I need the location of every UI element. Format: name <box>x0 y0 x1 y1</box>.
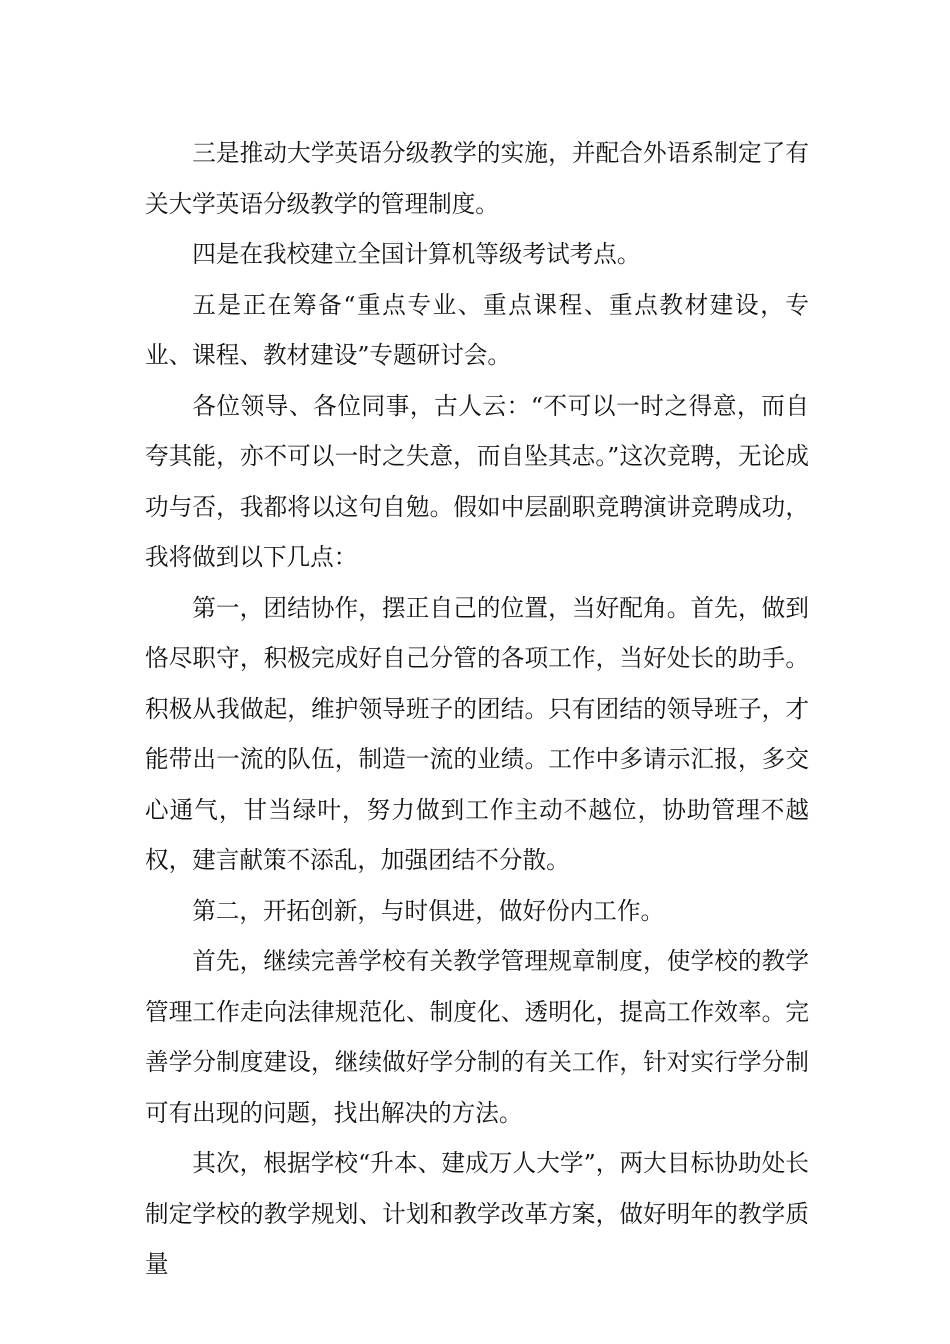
paragraph-1: 三是推动大学英语分级教学的实施，并配合外语系制定了有关大学英语分级教学的管理制度。 <box>145 139 809 218</box>
paragraph-5: 第一，团结协作，摆正自己的位置，当好配角。首先，做到恪尽职守，积极完成好自己分管的各项工作，当好处长的助手。积极从我做起，维护领导班子的团结。只有团结的领导班子，才能带出一流的队伍，制造一流的业绩。工作中多请示汇报，多交心通气，甘当绿叶，努力做到工作主动不越位，协助管理不越权，建言献策不添乱，加强团结不分散。 <box>145 593 809 874</box>
paragraph-7: 首先，继续完善学校有关教学管理规章制度，使学校的教学管理工作走向法律规范化、制度化、透明化，提高工作效率。完善学分制度建设，继续做好学分制的有关工作，针对实行学分制可有出现的问题，找出解决的方法。 <box>145 947 809 1127</box>
paragraph-6: 第二，开拓创新，与时俱进，做好份内工作。 <box>192 896 665 925</box>
paragraph-3: 五是正在筹备“重点专业、重点课程、重点教材建设，专业、课程、教材建设”专题研讨会。 <box>145 290 809 369</box>
paragraph-4: 各位领导、各位同事，古人云：“不可以一时之得意，而自夸其能，亦不可以一时之失意，而自坠其志。”这次竞聘，无论成功与否，我都将以这句自勉。假如中层副职竞聘演讲竞聘成功，我将做到以下几点： <box>145 391 809 571</box>
paragraph-8: 其次，根据学校“升本、建成万人大学”，两大目标协助处长制定学校的教学规划、计划和教学改革方案，做好明年的教学质量 <box>145 1149 809 1278</box>
document-body <box>145 128 809 1290</box>
paragraph-2: 四是在我校建立全国计算机等级考试考点。 <box>192 240 641 268</box>
